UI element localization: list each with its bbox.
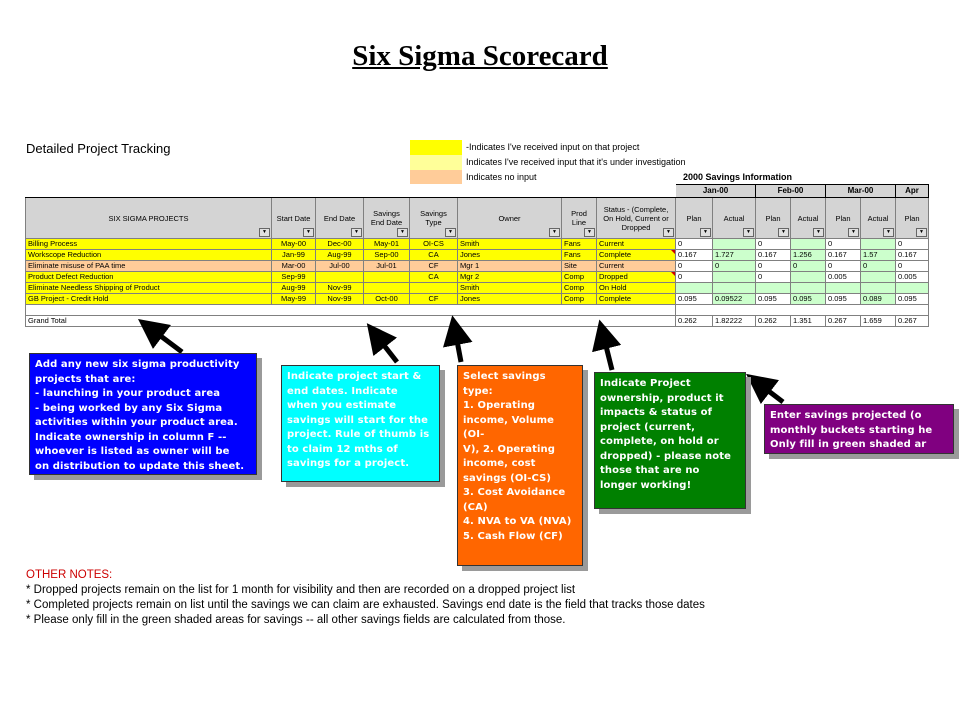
grand-total-value: 0.267 <box>896 316 929 327</box>
column-header[interactable]: Actual ▼ <box>791 198 826 239</box>
table-cell[interactable]: CF <box>410 294 458 305</box>
table-cell[interactable]: 0 <box>676 272 713 283</box>
table-cell[interactable]: 0 <box>756 272 791 283</box>
table-cell[interactable]: 0.095 <box>826 294 861 305</box>
callout-ownership-status: Indicate Project ownership, product it impacts & status of project (current, complete, on hold or dropped) - please note those that are no longer working! <box>594 372 746 509</box>
table-cell[interactable] <box>676 283 713 294</box>
table-cell[interactable]: Jul-00 <box>316 261 364 272</box>
arrow-to-status <box>603 334 612 370</box>
column-header[interactable]: Plan ▼ <box>896 198 929 239</box>
filter-dropdown-icon: ▼ <box>700 228 711 237</box>
month-header: Jan-00 <box>676 185 756 198</box>
table-cell[interactable] <box>791 239 826 250</box>
column-header[interactable]: Plan ▼ <box>756 198 791 239</box>
table-cell[interactable]: 0 <box>861 261 896 272</box>
column-header[interactable]: Savings Type ▼ <box>410 198 458 239</box>
grand-total-value: 0.267 <box>826 316 861 327</box>
column-header[interactable]: Plan ▼ <box>676 198 713 239</box>
savings-info-header: 2000 Savings Information <box>683 172 793 182</box>
table-cell[interactable]: 1.727 <box>713 250 756 261</box>
table-cell[interactable]: 0 <box>756 239 791 250</box>
table-row[interactable] <box>26 239 929 250</box>
table-cell[interactable]: Current <box>597 261 676 272</box>
filter-dropdown-icon: ▼ <box>351 228 362 237</box>
filter-dropdown-icon: ▼ <box>549 228 560 237</box>
column-header[interactable]: Actual ▼ <box>861 198 896 239</box>
project-name-cell[interactable]: Billing Process <box>26 239 272 250</box>
filter-dropdown-icon: ▼ <box>445 228 456 237</box>
table-cell[interactable]: Aug-99 <box>316 250 364 261</box>
table-cell[interactable]: Complete <box>597 294 676 305</box>
filter-dropdown-icon: ▼ <box>813 228 824 237</box>
arrow-to-savings-buckets <box>758 383 783 402</box>
legend-swatch-no-input <box>410 170 462 185</box>
table-cell[interactable] <box>791 272 826 283</box>
table-cell[interactable]: May-01 <box>364 239 410 250</box>
table-cell[interactable]: 0.095 <box>676 294 713 305</box>
table-cell[interactable] <box>861 272 896 283</box>
table-cell[interactable]: 0 <box>896 239 929 250</box>
table-cell[interactable]: Jul-01 <box>364 261 410 272</box>
table-cell[interactable]: Aug-99 <box>272 283 316 294</box>
notes-heading: OTHER NOTES: <box>26 569 113 581</box>
project-name-cell[interactable]: GB Project - Credit Hold <box>26 294 272 305</box>
grand-total-value: 1.659 <box>861 316 896 327</box>
table-cell[interactable] <box>364 272 410 283</box>
table-cell[interactable]: 0.167 <box>756 250 791 261</box>
filter-dropdown-icon: ▼ <box>743 228 754 237</box>
legend-swatch-input <box>410 140 462 155</box>
table-cell[interactable] <box>791 283 826 294</box>
column-header[interactable]: Savings End Date ▼ <box>364 198 410 239</box>
table-cell[interactable]: 0 <box>676 239 713 250</box>
table-cell[interactable] <box>756 283 791 294</box>
note-line: * Please only fill in the green shaded areas for savings -- all other savings fields are calculated from those. <box>26 614 566 626</box>
arrow-to-dates <box>376 335 397 362</box>
table-cell[interactable]: 0 <box>756 261 791 272</box>
table-row[interactable] <box>26 294 929 305</box>
column-header[interactable]: Actual ▼ <box>713 198 756 239</box>
table-cell[interactable]: Jan-99 <box>272 250 316 261</box>
other-notes <box>26 568 705 628</box>
project-name-cell[interactable]: Product Defect Reduction <box>26 272 272 283</box>
table-cell[interactable]: Fans <box>562 250 597 261</box>
arrow-to-savings-type <box>455 330 461 362</box>
filter-dropdown-icon: ▼ <box>259 228 270 237</box>
column-header[interactable]: Owner ▼ <box>458 198 562 239</box>
section-title: Detailed Project Tracking <box>26 141 171 156</box>
table-cell[interactable] <box>364 283 410 294</box>
table-cell[interactable] <box>861 239 896 250</box>
table-cell[interactable] <box>896 283 929 294</box>
table-cell[interactable]: 0.005 <box>896 272 929 283</box>
month-header: Mar-00 <box>826 185 896 198</box>
filter-dropdown-icon: ▼ <box>848 228 859 237</box>
table-cell[interactable]: 1.57 <box>861 250 896 261</box>
table-cell[interactable]: Nov-99 <box>316 283 364 294</box>
table-cell[interactable]: Oct-00 <box>364 294 410 305</box>
filter-dropdown-icon: ▼ <box>303 228 314 237</box>
legend-text-investigation: Indicates I've received input that it's under investigation <box>466 157 686 167</box>
table-cell[interactable]: Nov-99 <box>316 294 364 305</box>
project-name-cell[interactable]: Workscope Reduction <box>26 250 272 261</box>
table-cell[interactable]: 0 <box>826 239 861 250</box>
project-name-cell[interactable]: Eliminate misuse of PAA time <box>26 261 272 272</box>
callout-dates: Indicate project start & end dates. Indicate when you estimate savings will start for the project. Rule of thumb is to claim 12 mths of savings for a project. <box>281 365 440 482</box>
month-header: Apr <box>896 185 929 198</box>
page-title: Six Sigma Scorecard <box>352 40 608 72</box>
grand-total-label: Grand Total <box>26 316 676 327</box>
table-cell[interactable]: On Hold <box>597 283 676 294</box>
table-cell[interactable]: 0.09522 <box>713 294 756 305</box>
column-header[interactable]: Prod Line ▼ <box>562 198 597 239</box>
table-cell[interactable]: CA <box>410 272 458 283</box>
column-header[interactable]: Status - (Complete, On Hold, Current or Dropped ▼ <box>597 198 676 239</box>
table-cell[interactable] <box>410 283 458 294</box>
filter-dropdown-icon: ▼ <box>584 228 595 237</box>
table-cell[interactable] <box>713 283 756 294</box>
table-row[interactable] <box>26 250 929 261</box>
table-cell[interactable]: May-00 <box>272 239 316 250</box>
table-cell[interactable]: Jones <box>458 294 562 305</box>
table-cell[interactable]: 0.167 <box>896 250 929 261</box>
table-cell[interactable]: 0.095 <box>896 294 929 305</box>
table-row[interactable] <box>26 283 929 294</box>
table-cell[interactable]: Comp <box>562 283 597 294</box>
callout-savings-type: Select savings type: 1. Operating income, Volume (OI- V), 2. Operating income, cost savings (OI-CS) 3. Cost Avoidance (CA) 4. NVA to VA (NVA) 5. Cash Flow (CF) <box>457 365 583 566</box>
table-cell[interactable]: Jones <box>458 250 562 261</box>
table-cell[interactable]: Mgr 2 <box>458 272 562 283</box>
table-cell[interactable]: Fans <box>562 239 597 250</box>
project-tracking-table <box>25 184 929 327</box>
note-line: * Dropped projects remain on the list for 1 month for visibility and then are recorded on a dropped project list <box>26 584 576 596</box>
callout-new-projects: Add any new six sigma productivity projects that are: - launching in your product area - being worked by any Six Sigma activities within your product area. Indicate ownership in column F -- whoever is listed as owner will be on distribution to update this sheet. <box>29 353 257 475</box>
table-cell[interactable]: Smith <box>458 283 562 294</box>
table-cell[interactable]: 0.167 <box>676 250 713 261</box>
table-cell[interactable] <box>861 283 896 294</box>
column-header[interactable]: Plan ▼ <box>826 198 861 239</box>
grand-total-value: 1.351 <box>791 316 826 327</box>
table-cell[interactable]: 0 <box>791 261 826 272</box>
table-cell[interactable]: 1.256 <box>791 250 826 261</box>
table-cell[interactable]: CF <box>410 261 458 272</box>
table-cell[interactable]: 0.167 <box>826 250 861 261</box>
table-cell[interactable] <box>713 239 756 250</box>
arrow-to-projects <box>150 328 182 352</box>
grand-total-value: 1.82222 <box>713 316 756 327</box>
table-cell[interactable] <box>316 272 364 283</box>
table-cell[interactable]: 0 <box>676 261 713 272</box>
filter-dropdown-icon: ▼ <box>778 228 789 237</box>
table-cell[interactable]: 0.095 <box>756 294 791 305</box>
table-cell[interactable]: 0 <box>713 261 756 272</box>
column-header[interactable]: Start Date ▼ <box>272 198 316 239</box>
table-cell[interactable]: 0.095 <box>791 294 826 305</box>
table-cell[interactable]: Mar-00 <box>272 261 316 272</box>
table-cell[interactable]: Site <box>562 261 597 272</box>
column-header[interactable]: End Date ▼ <box>316 198 364 239</box>
filter-dropdown-icon: ▼ <box>916 228 927 237</box>
filter-dropdown-icon: ▼ <box>397 228 408 237</box>
callout-savings-projected: Enter savings projected (o monthly buckets starting he Only fill in green shaded ar <box>764 404 954 454</box>
table-cell[interactable]: 0.005 <box>826 272 861 283</box>
table-row[interactable] <box>26 272 929 283</box>
table-cell[interactable]: Comp <box>562 272 597 283</box>
note-line: * Completed projects remain on list until the savings we can claim are exhausted. Savings end date is the field that tracks those dates <box>26 599 705 611</box>
project-name-cell[interactable]: Eliminate Needless Shipping of Product <box>26 283 272 294</box>
table-cell[interactable] <box>713 272 756 283</box>
table-cell[interactable]: Sep-00 <box>364 250 410 261</box>
table-row[interactable] <box>26 261 929 272</box>
grand-total-value: 0.262 <box>756 316 791 327</box>
legend-swatch-investigation <box>410 155 462 170</box>
table-cell[interactable]: OI-CS <box>410 239 458 250</box>
table-cell[interactable]: 0.089 <box>861 294 896 305</box>
table-cell[interactable]: Smith <box>458 239 562 250</box>
table-cell[interactable]: Complete <box>597 250 676 261</box>
table-cell[interactable] <box>826 283 861 294</box>
table-cell[interactable]: Sep-99 <box>272 272 316 283</box>
table-cell[interactable]: CA <box>410 250 458 261</box>
legend-text-no-input: Indicates no input <box>466 172 537 182</box>
legend-text-input: -Indicates I've received input on that project <box>466 142 640 152</box>
table-cell[interactable]: Comp <box>562 294 597 305</box>
grand-total-value: 0.262 <box>676 316 713 327</box>
table-cell[interactable]: 0 <box>826 261 861 272</box>
column-header[interactable]: SIX SIGMA PROJECTS ▼ <box>26 198 272 239</box>
table-cell[interactable]: May-99 <box>272 294 316 305</box>
table-cell[interactable]: Mgr 1 <box>458 261 562 272</box>
table-cell[interactable]: Dropped <box>597 272 676 283</box>
filter-dropdown-icon: ▼ <box>883 228 894 237</box>
table-cell[interactable]: Current <box>597 239 676 250</box>
filter-dropdown-icon: ▼ <box>663 228 674 237</box>
month-header: Feb-00 <box>756 185 826 198</box>
table-cell[interactable]: Dec-00 <box>316 239 364 250</box>
table-cell[interactable]: 0 <box>896 261 929 272</box>
